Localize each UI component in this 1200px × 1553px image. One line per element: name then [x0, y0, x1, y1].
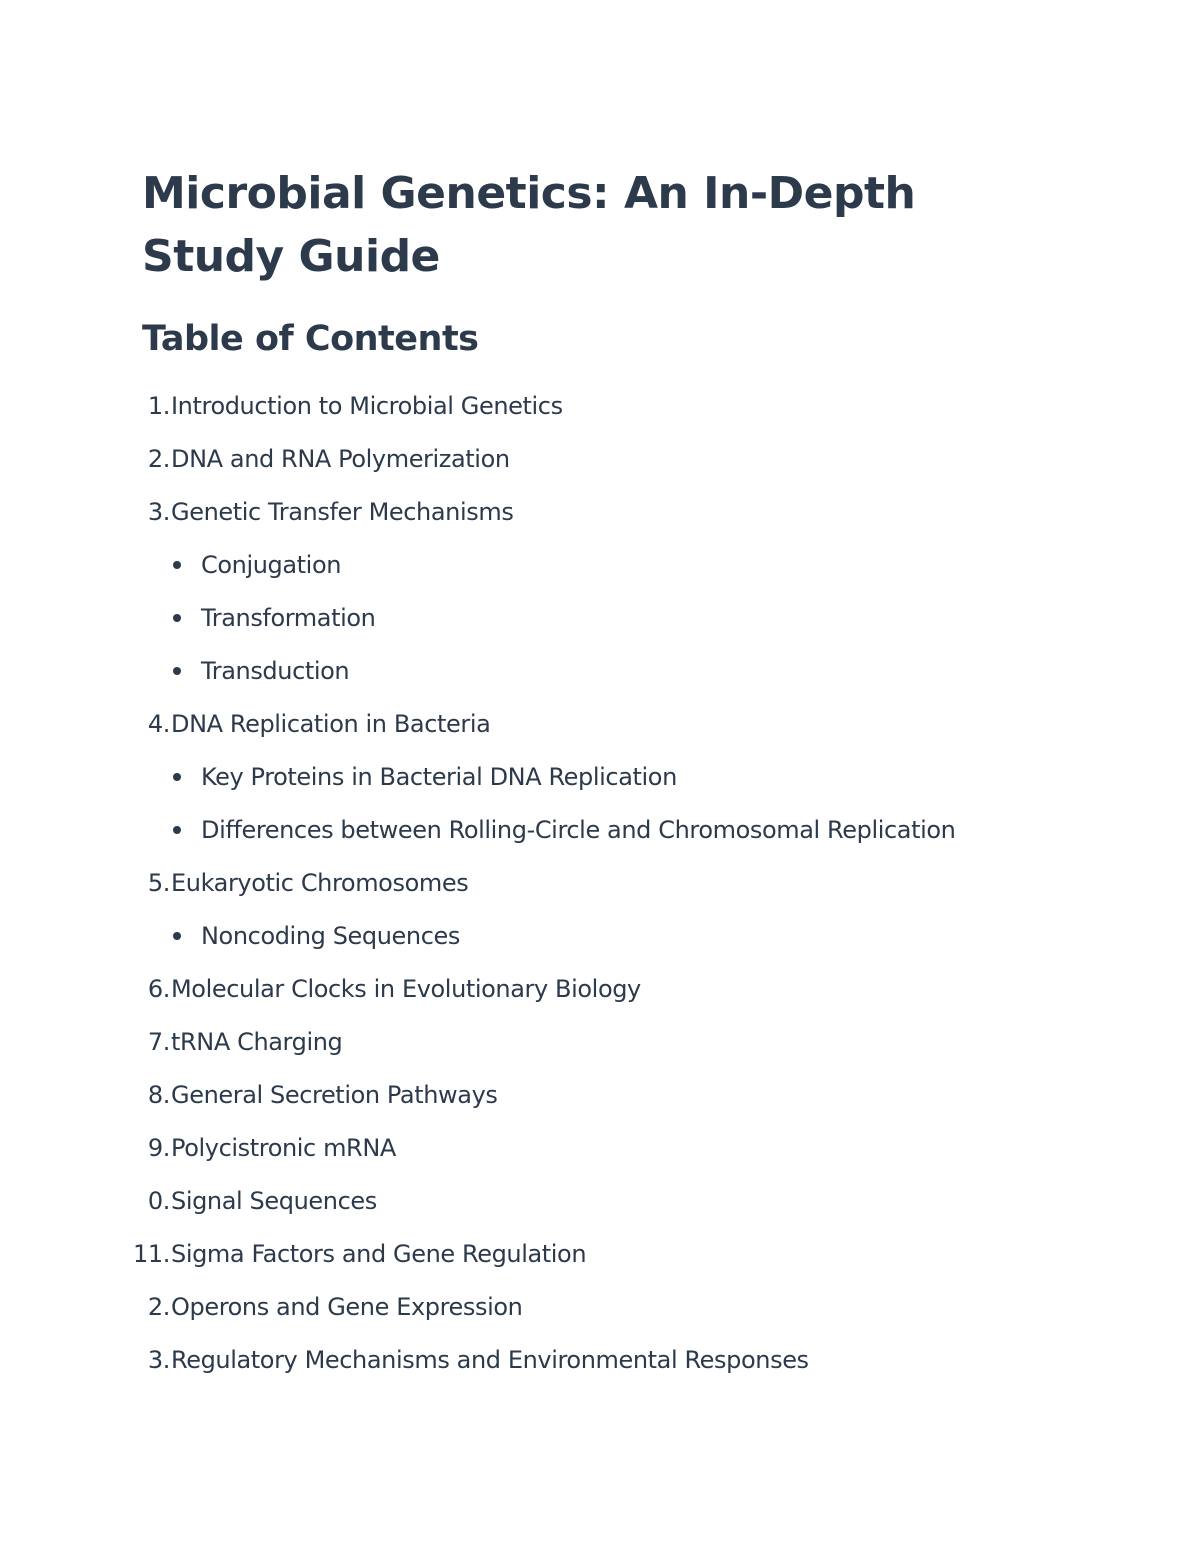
- toc-item-number: 5.: [147, 869, 170, 897]
- toc-item-label: Molecular Clocks in Evolutionary Biology: [171, 975, 641, 1003]
- toc-subitem-label: Transduction: [201, 657, 350, 685]
- bullet-icon: [173, 826, 181, 834]
- bullet-icon: [173, 773, 181, 781]
- toc-item-number: 11.: [133, 1240, 170, 1268]
- toc-subitem: [0, 918, 1200, 954]
- toc-subitem-label: Key Proteins in Bacterial DNA Replication: [201, 763, 677, 791]
- toc-item-label: General Secretion Pathways: [171, 1081, 498, 1109]
- toc-subitem: [0, 653, 1200, 689]
- document-title: Microbial Genetics: An In-Depth Study Guide: [142, 168, 916, 282]
- toc-item-number: 0.: [147, 1187, 170, 1215]
- toc-subitem: [0, 812, 1200, 848]
- toc-item-label: DNA Replication in Bacteria: [171, 710, 491, 738]
- toc-item-number: 3.: [147, 498, 170, 526]
- toc-item-label: Genetic Transfer Mechanisms: [171, 498, 514, 526]
- toc-item-number: 7.: [147, 1028, 170, 1056]
- toc-item-number: 6.: [147, 975, 170, 1003]
- toc-item: [0, 1024, 1200, 1060]
- toc-item-number: 4.: [147, 710, 170, 738]
- toc-item-number: 9.: [147, 1134, 170, 1162]
- toc-item-label: tRNA Charging: [171, 1028, 343, 1056]
- toc-item: [0, 1077, 1200, 1113]
- toc-item: [0, 1183, 1200, 1219]
- toc-item: [0, 865, 1200, 901]
- bullet-icon: [173, 561, 181, 569]
- bullet-icon: [173, 614, 181, 622]
- toc-item: [0, 494, 1200, 530]
- toc-item: [0, 1236, 1200, 1272]
- bullet-icon: [173, 667, 181, 675]
- toc-item: [0, 1289, 1200, 1325]
- toc-subitem: [0, 547, 1200, 583]
- toc-item-number: 1.: [147, 392, 170, 420]
- toc-item-label: Signal Sequences: [171, 1187, 377, 1215]
- toc-subitem-label: Conjugation: [201, 551, 342, 579]
- bullet-icon: [173, 932, 181, 940]
- toc-item: [0, 1342, 1200, 1378]
- toc-heading: Table of Contents: [142, 319, 479, 359]
- toc-subitem: [0, 600, 1200, 636]
- toc-subitem-label: Transformation: [201, 604, 376, 632]
- toc-item: [0, 706, 1200, 742]
- toc-item-number: 8.: [147, 1081, 170, 1109]
- toc-subitem-label: Differences between Rolling-Circle and Chromosomal Replication: [201, 816, 956, 844]
- toc-item-label: DNA and RNA Polymerization: [171, 445, 510, 473]
- toc-item-label: Introduction to Microbial Genetics: [171, 392, 563, 420]
- toc-item-label: Operons and Gene Expression: [171, 1293, 523, 1321]
- toc-subitem-label: Noncoding Sequences: [201, 922, 460, 950]
- toc-item-label: Polycistronic mRNA: [171, 1134, 396, 1162]
- toc-item: [0, 441, 1200, 477]
- toc-item-label: Sigma Factors and Gene Regulation: [171, 1240, 587, 1268]
- toc-item: [0, 388, 1200, 424]
- toc-item-label: Eukaryotic Chromosomes: [171, 869, 469, 897]
- toc-item-number: 2.: [147, 445, 170, 473]
- toc-item-label: Regulatory Mechanisms and Environmental Responses: [171, 1346, 809, 1374]
- toc-item: [0, 1130, 1200, 1166]
- toc-item-number: 3.: [147, 1346, 170, 1374]
- toc-subitem: [0, 759, 1200, 795]
- toc-item-number: 2.: [147, 1293, 170, 1321]
- toc-item: [0, 971, 1200, 1007]
